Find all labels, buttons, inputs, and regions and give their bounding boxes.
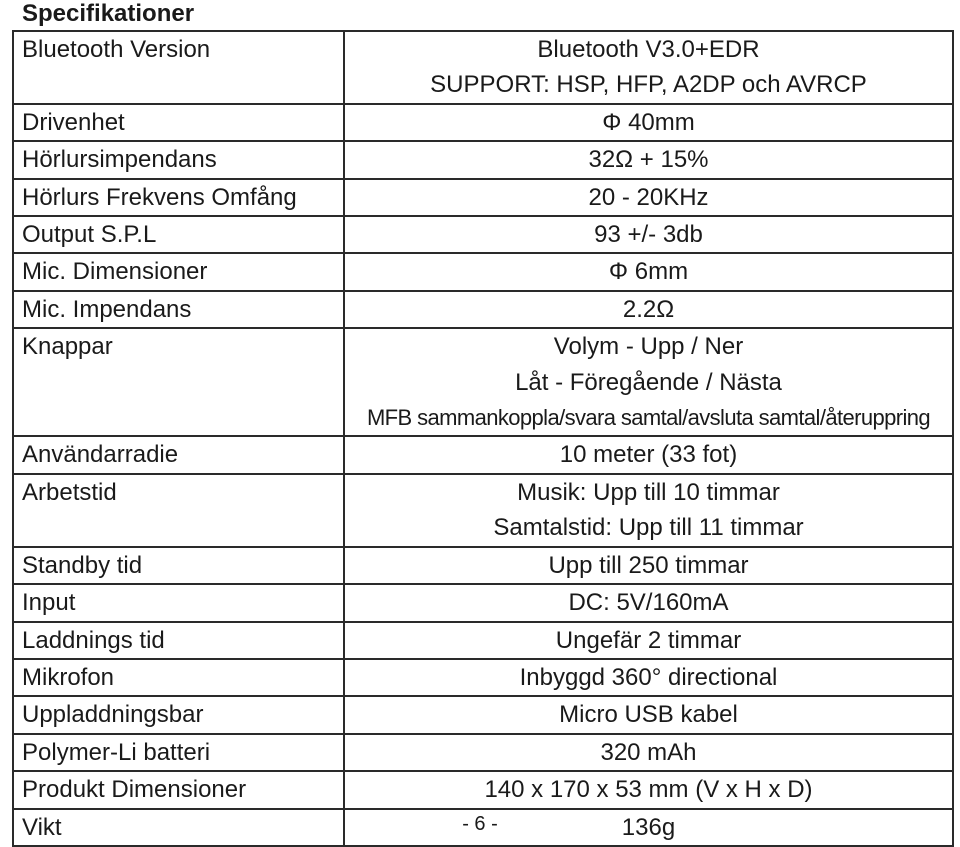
spec-label: Vikt — [13, 809, 344, 846]
spec-row — [13, 31, 953, 104]
spec-value: 320 mAh — [600, 738, 697, 766]
spec-label: Hörlursimpendans — [13, 141, 344, 178]
spec-label: Produkt Dimensioner — [13, 771, 344, 808]
spec-row — [13, 436, 953, 473]
spec-row — [13, 584, 953, 621]
spec-row — [13, 179, 953, 216]
spec-value: Φ 40mm — [602, 108, 695, 136]
spec-label: Mic. Dimensioner — [13, 253, 344, 290]
spec-row — [13, 734, 953, 771]
spec-value: 2.2Ω — [622, 295, 675, 323]
spec-value-cell — [344, 291, 953, 328]
spec-value-cell — [344, 31, 953, 104]
spec-value-cell — [344, 622, 953, 659]
spec-value-cell — [344, 104, 953, 141]
spec-value: Bluetooth V3.0+EDR — [537, 36, 760, 63]
spec-value-cell — [344, 179, 953, 216]
spec-label: Drivenhet — [13, 104, 344, 141]
spec-label: Output S.P.L — [13, 216, 344, 253]
spec-value-cell — [344, 436, 953, 473]
page-title: Specifikationer — [22, 0, 195, 27]
spec-value-cell — [344, 734, 953, 771]
spec-value: 10 meter (33 fot) — [559, 441, 738, 469]
spec-value: 93 +/- 3db — [594, 221, 703, 249]
spec-row — [13, 659, 953, 696]
spec-label: Hörlurs Frekvens Omfång — [13, 179, 344, 216]
spec-value: Volym - Upp / Ner — [553, 333, 744, 361]
spec-value-cell — [344, 328, 953, 436]
spec-row — [13, 771, 953, 808]
spec-value: MFB sammankoppla/svara samtal/avsluta samtal/återuppring — [366, 405, 931, 431]
spec-value: Låt - Föregående / Nästa — [515, 368, 782, 396]
spec-value: Φ 6mm — [608, 258, 689, 286]
spec-row — [13, 253, 953, 290]
page-number: - 6 - — [462, 813, 498, 835]
spec-label: Knappar — [13, 328, 344, 436]
spec-value: 136g — [621, 813, 676, 841]
spec-value-cell — [344, 659, 953, 696]
spec-label: Uppladdningsbar — [13, 696, 344, 733]
spec-value-cell — [344, 253, 953, 290]
spec-value-cell — [344, 216, 953, 253]
specifications-table — [12, 30, 954, 847]
spec-row — [13, 291, 953, 328]
spec-label: Polymer-Li batteri — [13, 734, 344, 771]
spec-row — [13, 328, 953, 436]
spec-row — [13, 474, 953, 547]
spec-value: Inbyggd 360° directional — [519, 663, 778, 691]
spec-row — [13, 216, 953, 253]
spec-row — [13, 547, 953, 584]
spec-row — [13, 104, 953, 141]
spec-label: Laddnings tid — [13, 622, 344, 659]
spec-value: 32Ω + 15% — [588, 146, 709, 174]
spec-value: Musik: Upp till 10 timmar — [517, 478, 780, 506]
spec-row — [13, 141, 953, 178]
spec-value-cell — [344, 584, 953, 621]
spec-value: Micro USB kabel — [559, 701, 738, 729]
spec-label: Mic. Impendans — [13, 291, 344, 328]
spec-label: Användarradie — [13, 436, 344, 473]
spec-value-cell — [344, 696, 953, 733]
spec-value-cell — [344, 771, 953, 808]
spec-value: Ungefär 2 timmar — [555, 626, 742, 654]
spec-value-cell — [344, 141, 953, 178]
spec-value: 140 x 170 x 53 mm (V x H x D) — [484, 776, 813, 804]
spec-value: Samtalstid: Upp till 11 timmar — [493, 514, 804, 542]
spec-label: Mikrofon — [13, 659, 344, 696]
spec-row — [13, 622, 953, 659]
spec-value: Upp till 250 timmar — [548, 551, 749, 579]
spec-value: 20 - 20KHz — [588, 183, 709, 211]
spec-label: Input — [13, 584, 344, 621]
spec-value-cell — [344, 474, 953, 547]
spec-value: SUPPORT: HSP, HFP, A2DP och AVRCP — [430, 71, 867, 99]
spec-label: Standby tid — [13, 547, 344, 584]
spec-label: Arbetstid — [13, 474, 344, 547]
spec-value: DC: 5V/160mA — [568, 589, 729, 617]
spec-row — [13, 696, 953, 733]
specifications-table-body — [13, 31, 953, 846]
spec-label: Bluetooth Version — [13, 31, 344, 104]
spec-value-cell — [344, 547, 953, 584]
